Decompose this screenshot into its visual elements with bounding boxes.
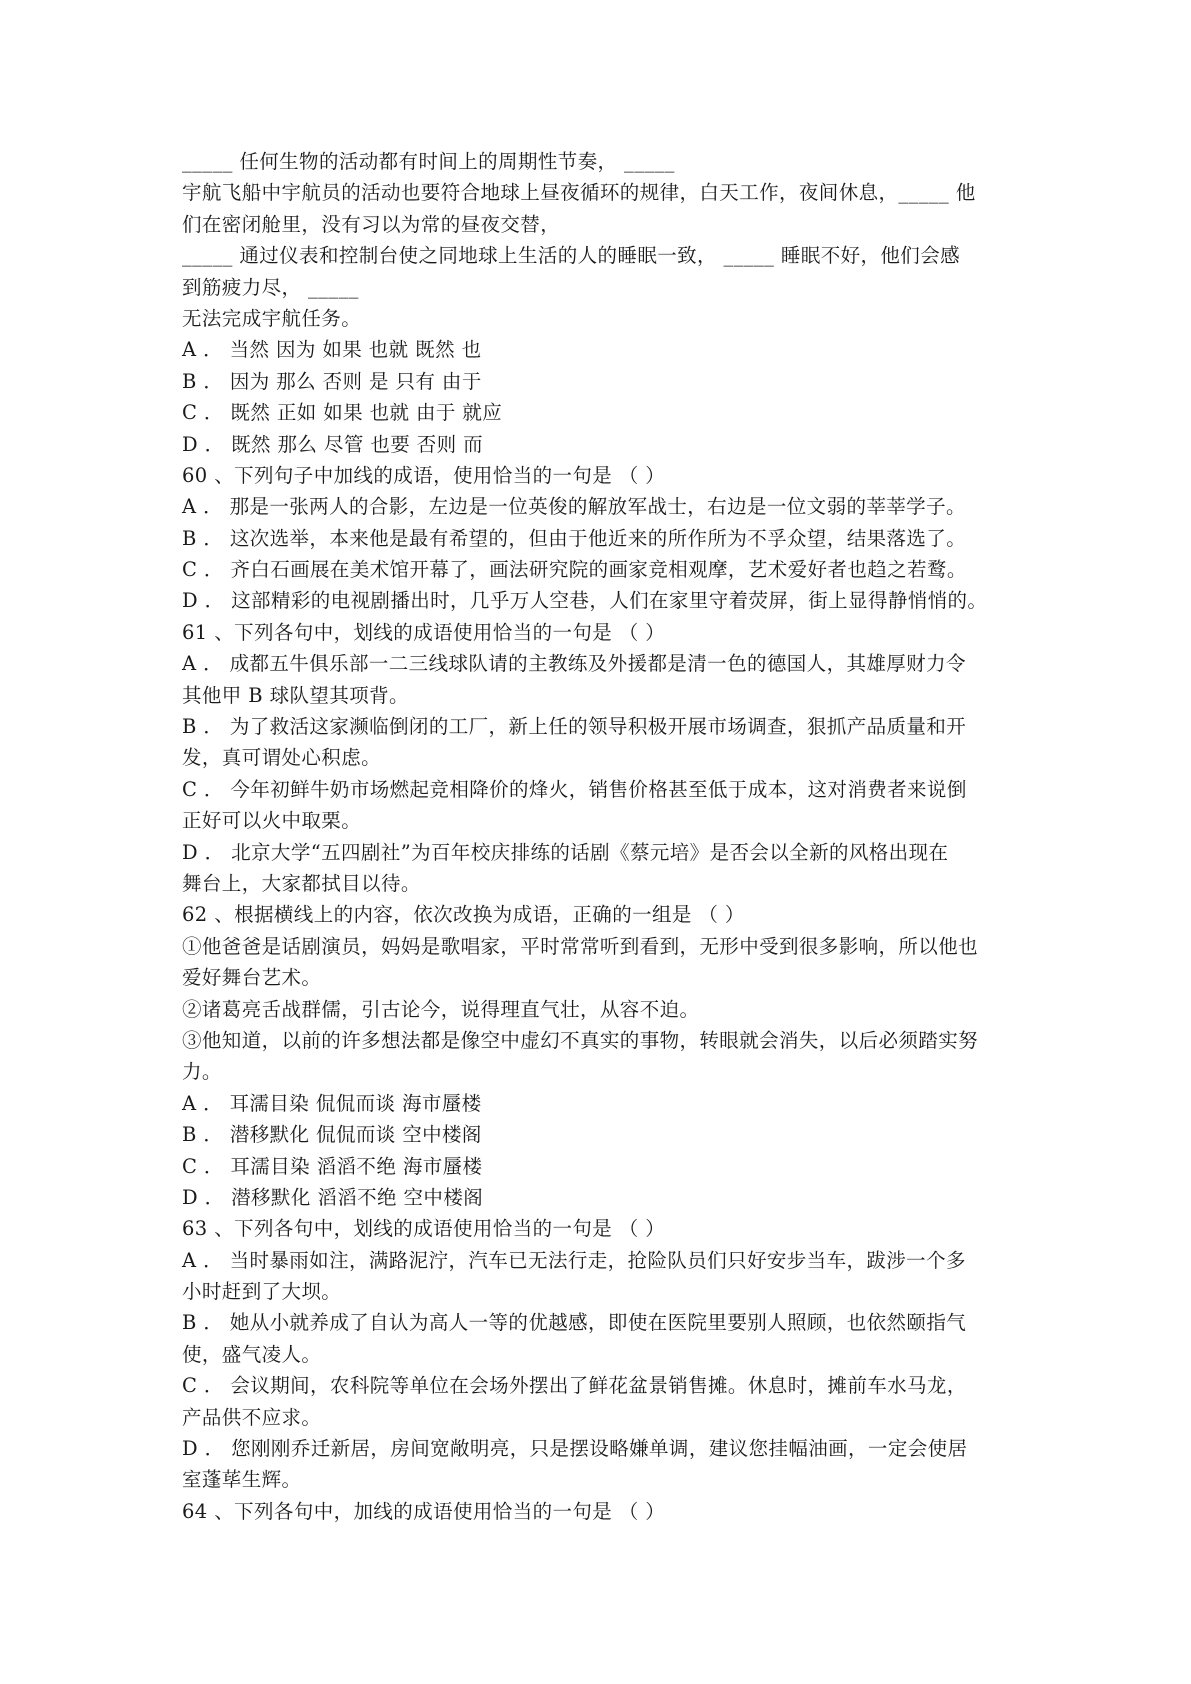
option-line: D ． 这部精彩的电视剧播出时，几乎万人空巷，人们在家里守着荧屏，街上显得静悄悄的。 [182, 589, 988, 613]
question-title: 60 、下列句子中加线的成语，使用恰当的一句是 （ ） [182, 463, 666, 487]
text-line: 正好可以火中取栗。 [182, 809, 362, 833]
text-line: 其他甲 B 球队望其项背。 [182, 683, 409, 707]
option-line: B ． 为了救活这家濒临倒闭的工厂，新上任的领导积极开展市场调查，狠抓产品质量和开 [182, 715, 967, 739]
option-line: A ． 当然 因为 如果 也就 既然 也 [182, 338, 482, 362]
option-line: B ． 潜移默化 侃侃而谈 空中楼阁 [182, 1123, 482, 1147]
text-line: ②诸葛亮舌战群儒，引古论今，说得理直气壮，从容不迫。 [182, 997, 700, 1021]
option-line: A ． 耳濡目染 侃侃而谈 海市蜃楼 [182, 1091, 482, 1115]
text-line: _____ 任何生物的活动都有时间上的周期性节奏， _____ [182, 150, 675, 173]
text-line: 无法完成宇航任务。 [182, 306, 362, 330]
text-line: 舞台上，大家都拭目以待。 [182, 871, 421, 895]
option-line: B ． 因为 那么 否则 是 只有 由于 [182, 369, 482, 393]
document-body [182, 146, 1022, 1527]
question-title: 62 、根据横线上的内容，依次改换为成语，正确的一组是 （ ） [182, 903, 745, 927]
question-title: 61 、下列各句中，划线的成语使用恰当的一句是 （ ） [182, 620, 666, 644]
option-line: C ． 会议期间，农科院等单位在会场外摆出了鲜花盆景销售摊。休息时，摊前车水马龙， [182, 1374, 967, 1398]
option-line: C ． 既然 正如 如果 也就 由于 就应 [182, 401, 503, 425]
text-line: 宇航飞船中宇航员的活动也要符合地球上昼夜循环的规律，白天工作，夜间休息，_____ 他 [182, 181, 976, 205]
option-line: D ． 您刚刚乔迁新居，房间宽敞明亮，只是摆设略嫌单调，建议您挂幅油画，一定会使居 [182, 1437, 968, 1461]
question-title: 63 、下列各句中，划线的成语使用恰当的一句是 （ ） [182, 1217, 666, 1241]
text-line: 到筋疲力尽， _____ [182, 275, 359, 299]
text-line: _____ 通过仪表和控制台使之同地球上生活的人的睡眠一致， _____ 睡眠不好，他们会感 [182, 244, 960, 268]
option-line: A ． 那是一张两人的合影，左边是一位英俊的解放军战士，右边是一位文弱的莘莘学子。 [182, 495, 966, 519]
option-line: B ． 这次选举，本来他是最有希望的，但由于他近来的所作所为不孚众望，结果落选了。 [182, 526, 967, 550]
option-line: A ． 当时暴雨如注，满路泥泞，汽车已无法行走，抢险队员们只好安步当车，跋涉一个多 [182, 1248, 966, 1272]
option-line: D ． 既然 那么 尽管 也要 否则 而 [182, 432, 484, 456]
text-line: 室蓬荜生辉。 [182, 1468, 302, 1492]
option-line: D ． 潜移默化 滔滔不绝 空中楼阁 [182, 1185, 484, 1209]
option-line: D ． 北京大学“五四剧社”为百年校庆排练的话剧《蔡元培》是否会以全新的风格出现在 [182, 840, 949, 864]
text-line: 小时赶到了大坝。 [182, 1280, 342, 1304]
option-line: A ． 成都五牛俱乐部一二三线球队请的主教练及外援都是清一色的德国人，其雄厚财力令 [182, 652, 966, 676]
question-title: 64 、下列各句中，加线的成语使用恰当的一句是 （ ） [182, 1499, 666, 1523]
text-line: 们在密闭舱里，没有习以为常的昼夜交替， [182, 212, 561, 236]
text-line: 产品供不应求。 [182, 1405, 322, 1429]
text-line: 爱好舞台艺术。 [182, 966, 322, 990]
option-line: C ． 今年初鲜牛奶市场燃起竞相降价的烽火，销售价格甚至低于成本，这对消费者来说倒 [182, 777, 967, 801]
text-line: ①他爸爸是话剧演员，妈妈是歌唱家，平时常常听到看到，无形中受到很多影响，所以他也 [182, 934, 979, 958]
text-line: 力。 [182, 1060, 222, 1084]
option-line: C ． 齐白石画展在美术馆开幕了，画法研究院的画家竞相观摩，艺术爱好者也趋之若鹜。 [182, 558, 967, 582]
text-line: 发，真可谓处心积虑。 [182, 746, 382, 770]
option-line: C ． 耳濡目染 滔滔不绝 海市蜃楼 [182, 1154, 483, 1178]
text-line: ③他知道，以前的许多想法都是像空中虚幻不真实的事物，转眼就会消失，以后必须踏实努 [182, 1028, 979, 1052]
text-line: 使，盛气凌人。 [182, 1342, 322, 1366]
option-line: B ． 她从小就养成了自认为高人一等的优越感，即使在医院里要别人照顾，也依然颐指气 [182, 1311, 967, 1335]
